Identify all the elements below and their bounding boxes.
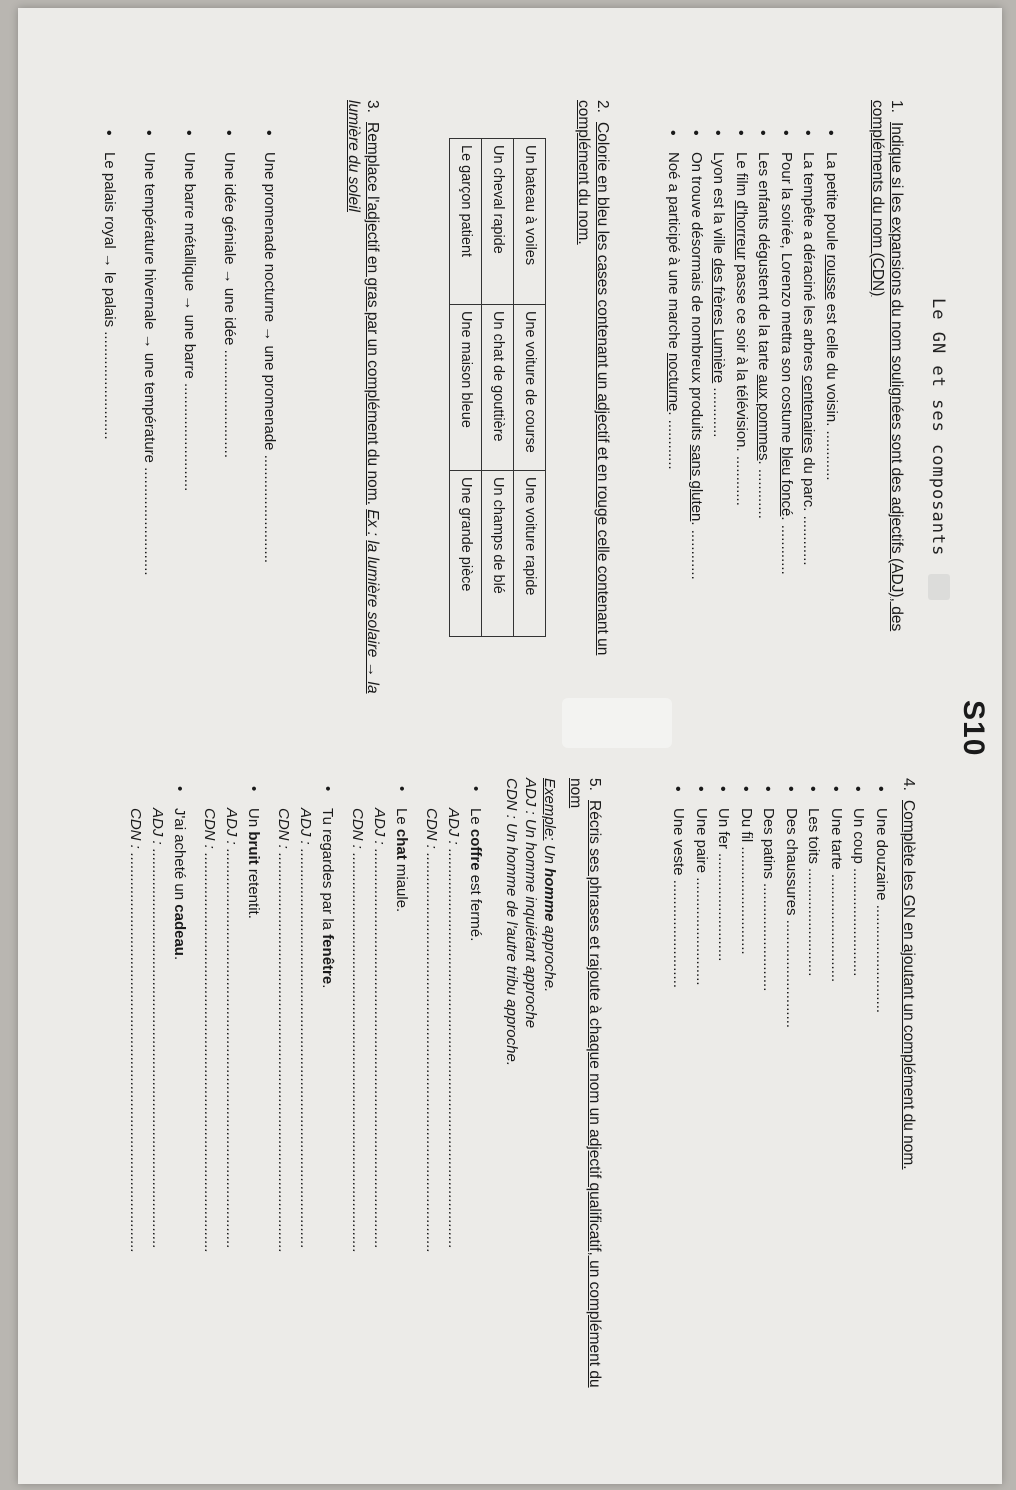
ex1-instruction-text: Indique si les expansions du nom soulignées sont des adjectifs (ADJ), des compléments du nom (CDN)	[868, 100, 905, 632]
ex5-adj-line[interactable]: ADJ : ................................................................................................	[149, 808, 166, 1249]
ex1-item: • La tempête a déraciné les arbres centenaires du parc. ............	[795, 126, 818, 580]
ex4-item[interactable]: • Une tarte ..........................	[823, 782, 846, 1028]
ex5-cdn-line[interactable]: CDN : ................................................................................................	[423, 808, 440, 1254]
ex1-item: • Les enfants dégustent de la tarte aux pommes. ............	[750, 126, 773, 580]
ex3-number: 3.	[364, 100, 381, 113]
ex1-item: • Lyon est la ville des frères Lumière ............	[705, 126, 728, 580]
ex4-number: 4.	[900, 778, 917, 791]
ex3-instruction-text: Remplace l'adjectif en gras par un complément du nom.	[364, 122, 381, 505]
ex2-table	[449, 138, 546, 637]
ex5-cdn-line[interactable]: CDN : ................................................................................................	[201, 808, 218, 1254]
ex4-list	[665, 782, 890, 1028]
ex4-item[interactable]: • Une douzaine ..........................	[868, 782, 891, 1028]
table-row	[514, 139, 546, 637]
ex5-cdn-line[interactable]: CDN : ................................................................................................	[275, 808, 292, 1254]
ex1-item: • Pour la soirée, Lorenzo mettra son costume bleu foncé. ............	[773, 126, 796, 580]
ex1-list	[660, 126, 840, 580]
table-cell[interactable]: Un champs de blé	[482, 471, 514, 637]
rotated-sheet	[18, 8, 1002, 1484]
ex3-item[interactable]: • Le palais royal → le palais ..........................	[78, 126, 118, 576]
table-row	[450, 139, 482, 637]
ex5-adj-line[interactable]: ADJ : ................................................................................................	[297, 808, 314, 1249]
ex4-instruction	[899, 778, 918, 1418]
ex4-item[interactable]: • Des patins ..........................	[755, 782, 778, 1028]
ex5-adj-line[interactable]: ADJ : ................................................................................................	[445, 808, 462, 1249]
table-cell[interactable]: Une maison bleue	[450, 305, 482, 471]
ex3-item[interactable]: • Une idée géniale → une idée ..........................	[198, 126, 238, 576]
page-title: Le GN et ses composants	[928, 298, 948, 557]
ex4-item[interactable]: • Une veste ..........................	[665, 782, 688, 1028]
table-row	[482, 139, 514, 637]
ex5-adj-line[interactable]: ADJ : ................................................................................................	[371, 808, 388, 1249]
ex1-item: • On trouve désormais de nombreux produits sans gluten. ............	[683, 126, 706, 580]
table-cell[interactable]: Un cheval rapide	[482, 139, 514, 305]
ex5-item: • J'ai acheté un cadeau.	[171, 786, 188, 961]
ex5-item: • Le coffre est fermé.	[467, 786, 484, 942]
ex1-instruction	[867, 100, 906, 700]
ex5-list	[122, 782, 484, 1472]
table-cell[interactable]: Le garçon patient	[450, 139, 482, 305]
table-cell[interactable]: Un chat de gouttière	[482, 305, 514, 471]
ex5-example-adj: ADJ : Un homme inquiétant approche	[522, 778, 540, 1029]
paper-smudge	[562, 698, 672, 748]
ex5-example-line: Exemple: Un homme approche.	[541, 778, 558, 993]
ex4-item[interactable]: • Un coup ..........................	[845, 782, 868, 1028]
ex1-item: • Le film d'horreur passe ce soir à la télévision. ............	[728, 126, 751, 580]
ex5-number: 5.	[586, 778, 603, 791]
ex3-instruction	[343, 100, 382, 700]
ex5-example	[502, 778, 558, 1418]
ex5-example-cdn: CDN : Un homme de l'autre tribu approche.	[503, 778, 521, 1066]
ex5-instruction-text: Récris ses phrases et rajoute à chaque nom un adjectif qualificatif, un complément du nom	[566, 778, 603, 1388]
title-mark	[928, 574, 950, 600]
ex4-item[interactable]: • Une paire ..........................	[688, 782, 711, 1028]
worksheet-paper	[18, 8, 1002, 1484]
table-cell[interactable]: Une grande pièce	[450, 471, 482, 637]
sheet-code: S10	[957, 700, 990, 757]
ex3-list	[78, 126, 278, 576]
table-cell[interactable]: Une voiture de course	[514, 305, 546, 471]
ex1-item: • Noé a participé à une marche nocturne. ............	[660, 126, 683, 580]
ex1-item: • La petite poule rousse est celle du voisin. ............	[818, 126, 841, 580]
ex3-item[interactable]: • Une barre métallique → une barre ..........................	[158, 126, 198, 576]
ex5-item: • Tu regardes par la fenêtre.	[319, 786, 336, 989]
ex2-number: 2.	[594, 100, 611, 113]
ex5-instruction	[565, 778, 604, 1418]
ex2-instruction-text: Colorie en bleu les cases contenant un adjectif et en rouge celle contenant un complément du nom.	[574, 100, 611, 656]
ex5-adj-line[interactable]: ADJ : ................................................................................................	[223, 808, 240, 1249]
ex4-item[interactable]: • Du fil ..........................	[733, 782, 756, 1028]
table-cell[interactable]: Une voiture rapide	[514, 471, 546, 637]
ex4-item[interactable]: • Les toits ..........................	[800, 782, 823, 1028]
ex3-item[interactable]: • Une promenade nocturne → une promenade ..........................	[238, 126, 278, 576]
ex5-cdn-line[interactable]: CDN : ................................................................................................	[127, 808, 144, 1254]
ex3-example-text: la lumière solaire → la lumière du soleil	[344, 100, 381, 694]
ex2-instruction	[573, 100, 612, 700]
ex1-number: 1.	[888, 100, 905, 113]
ex5-cdn-line[interactable]: CDN : ................................................................................................	[349, 808, 366, 1254]
ex5-item: • Un bruit retentit.	[245, 786, 262, 919]
table-cell[interactable]: Un bateau à voiles	[514, 139, 546, 305]
ex4-item[interactable]: • Des chaussures ..........................	[778, 782, 801, 1028]
ex4-item[interactable]: • Un fer ..........................	[710, 782, 733, 1028]
ex5-item: • Le chat miaule.	[393, 786, 410, 913]
ex3-example-label: Ex :	[364, 509, 381, 536]
ex3-item[interactable]: • Une température hivernale → une température ..........................	[118, 126, 158, 576]
ex4-instruction-text: Complète les GN en ajoutant un complément du nom.	[900, 800, 917, 1170]
